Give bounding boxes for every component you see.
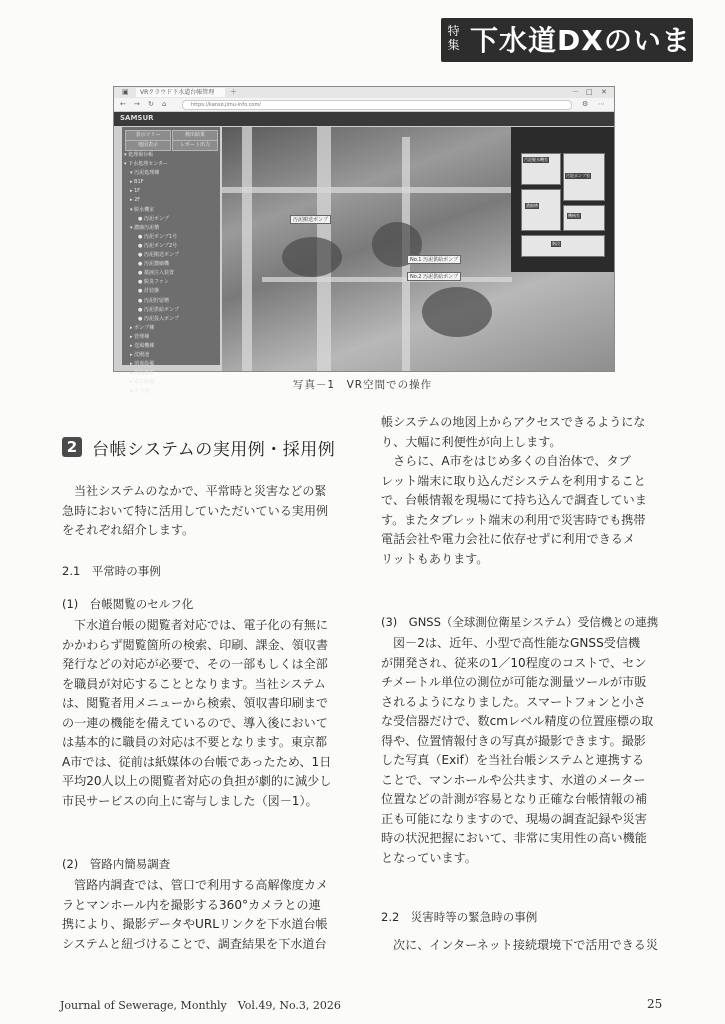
map-room: [521, 189, 561, 231]
map-label: 汚泥ポンプ室: [566, 173, 590, 178]
text-line: ことで、マンホールや公共ます、水道のメーター: [381, 772, 646, 787]
tree-item: ▸ 消毒設備: [130, 361, 155, 368]
pipe-shape: [262, 277, 512, 282]
tree-item: ▾ 脱水機室: [130, 206, 155, 213]
text-line: 電話会社や電力会社に依存せずに利用できるメ: [381, 532, 635, 546]
pipe-shape: [222, 187, 512, 193]
tree-item: ▸ 沈殿池: [130, 352, 150, 359]
settings-icon: ⚙: [582, 100, 589, 108]
tree-item: ▾ 下水処理センター: [124, 161, 168, 168]
pipe-shape: [242, 127, 252, 371]
tree-item: ● 汚泥搬送ポンプ: [138, 252, 179, 259]
text-line: した写真（Exif）を当社台帳システムと連携する: [381, 753, 645, 767]
subsection-heading: 2.2 災害時等の緊急時の事例: [381, 910, 538, 924]
text-line: となっています。: [381, 850, 477, 865]
body-paragraph: [62, 876, 328, 954]
text-line: 得や、位置情報付きの写真が撮影できます。撮影: [381, 733, 646, 748]
tree-item: ▾ 濃縮汚泥槽: [130, 224, 160, 231]
text-line: 次に、インターネット接続環境下で活用できる災: [393, 938, 658, 952]
browser-tab: VRクラウド下水道台帳管理: [136, 88, 225, 97]
text-line: 正も可能になりますので、現場の調査記録や災害: [381, 811, 647, 826]
sidebar-button-results: 検出結果: [172, 130, 218, 141]
tree-item: ● 薬液注入装置: [138, 270, 174, 277]
item-heading: (1) 台帳閲覧のセルフ化: [62, 597, 194, 611]
tree-item: ▸ その他: [130, 388, 150, 395]
text-line: 平均20人以上の閲覧者対応の負担が劇的に減少し: [62, 774, 332, 788]
body-paragraph: [381, 413, 647, 569]
body-paragraph: [62, 616, 331, 811]
body-paragraph: [381, 936, 658, 956]
tree-item: ● 汚泥投入ポンプ: [138, 315, 179, 322]
intro-paragraph: [62, 482, 328, 541]
scene-label: No.1 汚泥供給ポンプ: [407, 255, 461, 264]
text-line: レット端末に取り込んだシステムを利用すること: [381, 473, 646, 488]
map-label: 階段: [552, 241, 560, 246]
text-line: 下水道台帳の閲覧者対応では、電子化の有無に: [74, 618, 328, 632]
tree-item: ● 脱臭ファン: [138, 279, 169, 286]
app-header: [114, 112, 614, 126]
feature-tag: 特集: [447, 24, 460, 52]
tree-item: ▸ 放流施設: [130, 370, 155, 377]
text-line: の一連の機能を備えているので、導入後において: [62, 715, 328, 730]
text-line: 帳システムの地図上からアクセスできるようにな: [381, 415, 646, 429]
map-label: 機械室: [568, 213, 580, 218]
new-tab-icon: ＋: [230, 88, 237, 96]
text-line: されるようになりました。スマートフォンと小さ: [381, 694, 646, 709]
browser-tab-bar: [114, 87, 614, 98]
scene-label: 汚泥搬送ポンプ: [290, 215, 331, 224]
tree-item: ● 汚泥貯留槽: [138, 297, 169, 304]
tree-item: ▸ B1F: [130, 179, 144, 186]
text-line: は基本的に職員の対応は不要となります。東京都: [62, 735, 328, 749]
tree-item: ● 汚泥濃縮機: [138, 261, 169, 268]
sidebar-button-report: レポート出力: [172, 140, 218, 151]
tree-item: ● 汚泥ポンプ2号: [138, 242, 178, 249]
text-line: かかわらず閲覧箇所の検索、印刷、課金、領収書: [62, 637, 329, 652]
sidebar-button-map: 地図表示: [125, 140, 171, 151]
browser-url-bar: [114, 98, 614, 112]
text-line: で、台帳情報を現場にて持ち込んで調査していま: [381, 493, 647, 507]
tree-item: ▸ 2F: [130, 197, 141, 204]
minimize-icon: －: [572, 88, 579, 96]
text-line: 管路内調査では、管口で利用する高解像度カメ: [74, 878, 328, 892]
forward-icon: →: [134, 100, 140, 108]
facility-tree: [124, 151, 218, 397]
section-title: 台帳システムの実用例・採用例: [92, 440, 336, 460]
text-line: さらに、A市をはじめ多くの自治体で、タブ: [393, 454, 631, 468]
text-line: 市民サービスの向上に寄与しました（図－1）。: [62, 793, 318, 808]
map-label: 濃縮槽: [526, 203, 538, 208]
text-line: 携により、撮影データやURLリンクを下水道台帳: [62, 917, 328, 931]
tree-item: ● 汚泥ポンプ: [138, 215, 169, 222]
text-line: 発行などの対応が必要で、その一部もしくは全部: [62, 657, 328, 671]
section-number-badge: 2: [62, 437, 82, 457]
photo-caption: 写真－1 VR空間での操作: [292, 379, 433, 391]
text-line: 急時において特に活用していただいている実用例: [62, 503, 329, 518]
more-icon: ⋯: [598, 100, 605, 108]
journal-footer: Journal of Sewerage, Monthly Vol.49, No.3, 2026: [60, 999, 341, 1012]
text-line: 当社システムのなかで、平常時と災害などの緊: [74, 484, 327, 498]
map-room: [521, 235, 605, 257]
tree-item: ● 汚泥供給ポンプ: [138, 306, 179, 313]
text-line: す。またタブレット端末の利用で災害時でも携帯: [381, 512, 646, 527]
feature-title: 下水道DXのいま: [470, 24, 691, 57]
text-line: 位置などの計測が容易となり正確な台帳情報の補: [381, 792, 648, 806]
text-line: 図－2は、近年、小型で高性能なGNSS受信機: [393, 636, 641, 650]
text-line: A市では、従前は紙媒体の台帳であったため、1日: [62, 754, 332, 769]
text-line: 時の状況把握において、非常に実用性の高い機能: [381, 831, 647, 845]
floor-plan-minimap: [511, 127, 614, 272]
text-line: ラとマンホール内を撮影する360°カメラとの連: [62, 897, 321, 912]
tree-item: ▸ 1F: [130, 188, 141, 195]
text-line: を職員が対応することとなります。当社システム: [62, 676, 326, 691]
body-paragraph: [381, 634, 653, 868]
item-heading: (3) GNSS（全球測位衛星システム）受信機との連携: [381, 615, 659, 629]
text-line: が開発され、従来の1／10程度のコストで、セン: [381, 655, 647, 670]
text-line: リットもあります。: [381, 551, 489, 566]
home-icon: ⌂: [162, 100, 167, 108]
tree-item: ● 計装盤: [138, 288, 159, 295]
subsection-heading: 2.1 平常時の事例: [62, 564, 161, 578]
tree-item: ▸ 電気設備: [130, 379, 155, 386]
close-icon: ✕: [601, 88, 607, 96]
maximize-icon: □: [586, 88, 593, 96]
scene-label: No.2 汚泥供給ポンプ: [407, 272, 461, 281]
text-line: り、大幅に利便性が向上します。: [381, 434, 562, 449]
pump-shape: [282, 237, 342, 277]
tree-item: ● 汚泥ポンプ1号: [138, 233, 178, 240]
text-line: をそれぞれ紹介します。: [62, 523, 195, 537]
map-label: 汚泥脱水機室: [524, 157, 548, 162]
tree-item: ▾ 汚泥処理棟: [130, 170, 160, 177]
pump-shape: [422, 287, 492, 337]
item-heading: (2) 管路内簡易調査: [62, 857, 171, 871]
text-line: は、閲覧者用メニューから検索、領収書印刷まで: [62, 696, 329, 710]
page-number: 25: [647, 997, 663, 1011]
tree-item: ▸ 管理棟: [130, 333, 150, 340]
text-line: な受信器だけで、数cmレベル精度の位置座標の取: [381, 714, 654, 728]
reload-icon: ↻: [148, 100, 154, 108]
address-field: https://kanso.jimu-info.com/: [182, 100, 572, 110]
tree-item: ▸ 送風機棟: [130, 342, 155, 349]
photo-sidebar: [122, 127, 220, 395]
back-icon: ←: [120, 100, 126, 108]
text-line: チメートル単位の測位が可能な測量ツールが市販: [381, 675, 647, 689]
text-line: システムと紐づけることで、調査結果を下水道台: [62, 936, 327, 951]
app-logo: SAMSUR: [120, 114, 154, 122]
window-menu-icon: ▣: [122, 88, 129, 96]
tree-item: ▾ 処理場台帳: [124, 152, 154, 158]
tree-item: ▸ ポンプ棟: [130, 324, 155, 331]
sidebar-button-tree: 表示ツリー: [125, 130, 171, 141]
